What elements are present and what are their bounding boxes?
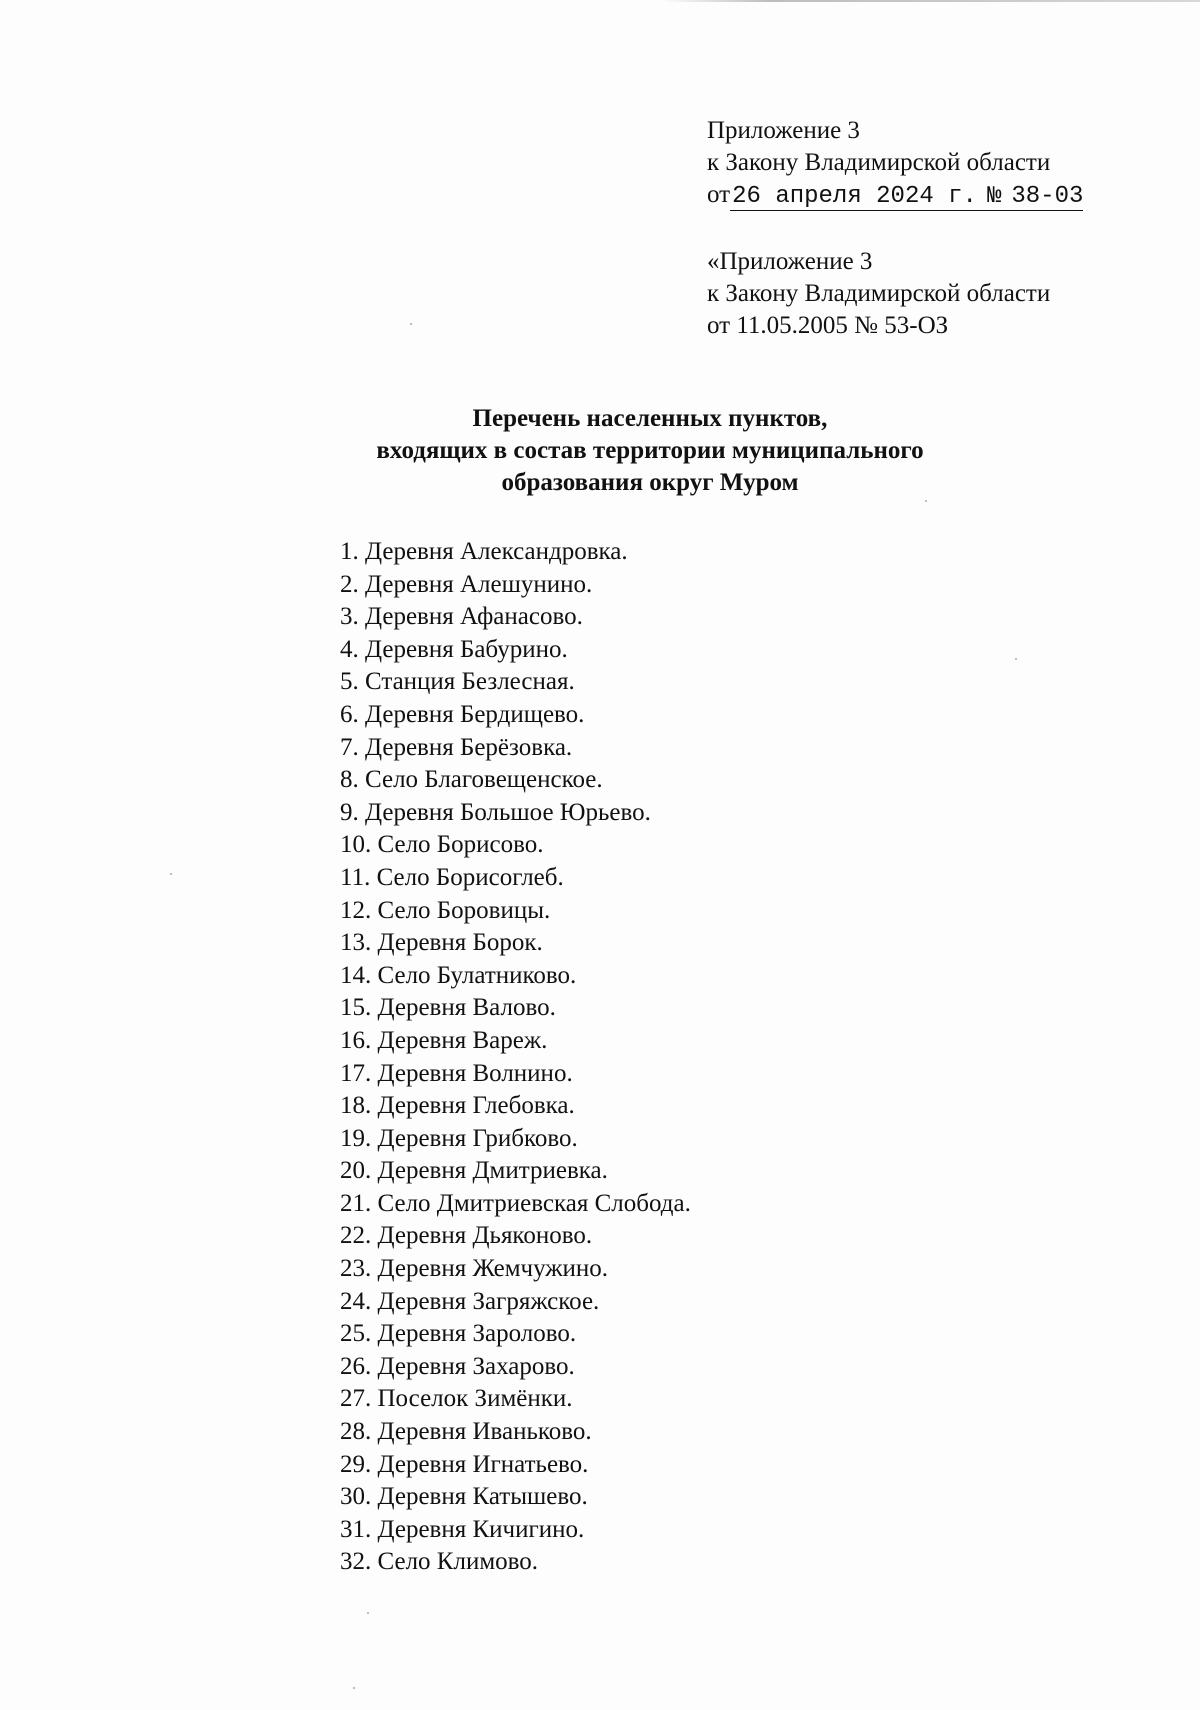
list-item: 27. Поселок Зимёнки. (340, 1385, 573, 1413)
list-item: 29. Деревня Игнатьево. (340, 1450, 589, 1478)
title-line-2: входящих в состав территории муниципального (376, 437, 924, 464)
appendix-label: Приложение 3 (707, 117, 860, 144)
list-item: 4. Деревня Бабурино. (340, 635, 568, 663)
list-item: 18. Деревня Глебовка. (340, 1092, 575, 1120)
list-item: 2. Деревня Алешунино. (340, 570, 593, 598)
list-item: 30. Деревня Катышево. (340, 1483, 588, 1511)
list-item: 11. Село Борисоглеб. (340, 863, 564, 891)
scan-speck (1015, 658, 1017, 660)
quoted-appendix-header (707, 246, 1050, 342)
law-date-number (707, 179, 1083, 211)
list-item: 23. Деревня Жемчужино. (340, 1255, 609, 1283)
list-item: 8. Село Благовещенское. (340, 766, 603, 794)
list-item: 3. Деревня Афанасово. (340, 603, 583, 631)
number-sign: № (981, 184, 1003, 211)
list-item: 14. Село Булатниково. (340, 961, 577, 989)
list-item: 31. Деревня Кичигино. (340, 1515, 585, 1543)
list-item: 19. Деревня Грибково. (340, 1124, 578, 1152)
title-line-3: образования округ Муром (501, 469, 799, 496)
list-item: 15. Деревня Валово. (340, 994, 556, 1022)
law-date-field: 26 апреля 2024 г. (730, 184, 981, 211)
list-item: 6. Деревня Бердищево. (340, 700, 585, 728)
list-item: 25. Деревня Заролово. (340, 1320, 577, 1348)
scan-edge-line (660, 0, 1200, 2)
list-item: 13. Деревня Борок. (340, 929, 543, 957)
scan-speck (410, 323, 412, 325)
law-reference: к Закону Владимирской области (707, 149, 1051, 176)
list-item: 32. Село Климово. (340, 1548, 539, 1576)
list-item: 20. Деревня Дмитриевка. (340, 1157, 608, 1185)
list-item: 12. Село Боровицы. (340, 896, 551, 924)
quoted-law-reference: к Закону Владимирской области (707, 280, 1051, 307)
title-line-1: Перечень населенных пунктов, (472, 405, 828, 432)
list-item: 24. Деревня Загряжское. (340, 1287, 600, 1315)
list-item: 10. Село Борисово. (340, 831, 544, 859)
quoted-appendix-label: «Приложение 3 (707, 248, 873, 275)
document-title (300, 403, 1000, 499)
scan-speck (925, 500, 927, 502)
law-number-field: 38-03 (1003, 184, 1083, 211)
list-item: 28. Деревня Иваньково. (340, 1418, 592, 1446)
list-item: 22. Деревня Дьяконово. (340, 1222, 593, 1250)
list-item: 7. Деревня Берёзовка. (340, 733, 573, 761)
list-item: 17. Деревня Волнино. (340, 1059, 573, 1087)
scan-speck (353, 1687, 355, 1689)
list-item: 9. Деревня Большое Юрьево. (340, 798, 651, 826)
appendix-header (707, 115, 1083, 211)
list-item: 5. Станция Безлесная. (340, 668, 575, 696)
settlement-list (340, 536, 691, 1579)
list-item: 1. Деревня Александровка. (340, 538, 628, 565)
list-item: 26. Деревня Захарово. (340, 1352, 575, 1380)
list-item: 16. Деревня Вареж. (340, 1026, 548, 1054)
scan-speck (170, 873, 172, 875)
scan-speck (367, 1612, 369, 1614)
list-item: 21. Село Дмитриевская Слобода. (340, 1189, 691, 1217)
quoted-law-date-number: от 11.05.2005 № 53-ОЗ (707, 312, 949, 339)
date-prefix: от (707, 181, 731, 208)
